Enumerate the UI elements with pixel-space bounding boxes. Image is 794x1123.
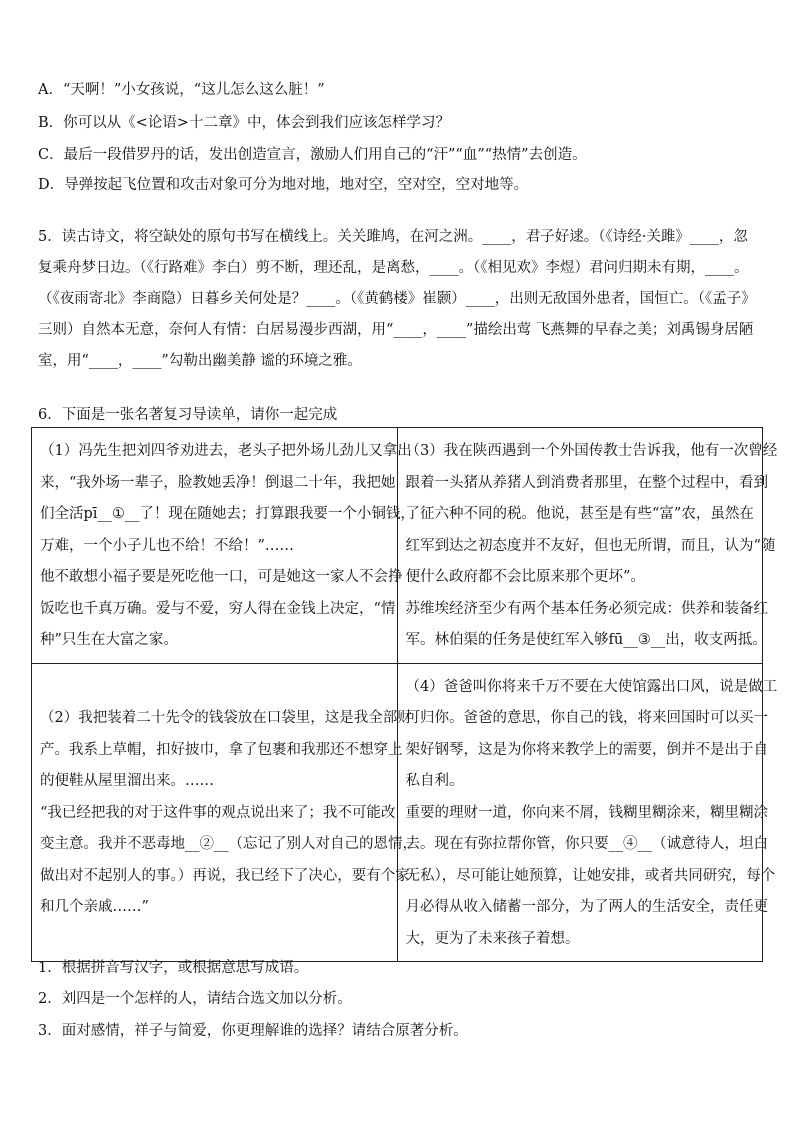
cell2-line: 和几个亲戚……” [40,899,149,915]
q5-line-5: 室，用“____，____”勾勒出幽美静 谧的环境之雅。 [38,353,362,369]
guide-cell-2 [32,663,417,962]
cell3-line: 苏维埃经济至少有两个基本任务必须完成：供养和装备红 [405,600,768,617]
cell4-line: 重要的理财一道，你向来不屑，钱糊里糊涂来，糊里糊涂 [405,804,768,821]
cell3-line: 红军到达之初态度并不友好，但也无所谓，而且，认为“随 [405,537,776,554]
cell4-line: 可归你。爸爸的意思，你自己的钱，将来回国时可以买一 [405,710,768,726]
option-b: B．你可以从《<论语>十二章》中，体会到我们应该怎样学习？ [38,115,450,131]
question-5 [38,222,758,377]
cell2-line: 做出对不起别人的事。）再说，我已经下了决心，要有个家 [40,867,410,884]
sub-question-2: 2．刘四是一个怎样的人，请结合选文加以分析。 [38,991,352,1007]
guide-cell-4 [397,663,778,962]
cell1-line: 们全活pī__①__了！现在随她去；打算跟我要一个小铜钱， [40,506,415,522]
cell4-line: 月必得从收入储蓄一部分，为了两人的生活安全，责任更 [405,899,768,915]
cell2-line: 的便鞋从屋里溜出来。…… [40,773,214,789]
cell1-line: （1）冯先生把刘四爷劝进去，老头子把外场儿劲儿又拿出 [40,443,412,459]
q5-line-1: 5．读古诗文，将空缺处的原句书写在横线上。关关雎鸠，在河之洲。____，君子好逑。（《诗经·关雎》____，忽 [38,229,748,245]
guide-cell-3 [397,428,778,664]
cell3-line: 便什么政府都不会比原来那个更坏”。 [405,569,645,585]
cell2-line: 产。我系上草帽，扣好披巾，拿了包裹和我那还不想穿上 [40,741,403,758]
question-6-title: 6．下面是一张名著复习导读单，请你一起完成 [38,407,338,423]
option-d: D．导弹按起飞位置和攻击对象可分为地对地，地对空，空对空，空对地等。 [38,177,529,193]
sub-question-3: 3．面对感情，祥子与简爱，你更理解谁的选择？请结合原著分析。 [38,1023,468,1039]
cell1-line: 他不敢想小福子要是死吃他一口，可是她这一家人不会挣 [40,569,403,585]
cell1-line: 种”只生在大富之家。 [40,632,178,648]
cell4-line: 去。现在有弥拉帮你管，你只要__④__（诚意待人，坦白 [405,836,768,852]
cell4-line: 架好钢琴，这是为你将来教学上的需要，倒并不是出于自 [405,741,768,758]
cell3-line: 跟着一头猪从养猪人到消费者那里，在整个过程中，看到 [405,474,768,491]
cell2-line: 变主意。我并不恶毒地__②__（忘记了别人对自己的恩情， [40,836,417,852]
cell3-line: 了征六种不同的税。他说，甚至是有些“富”农，虽然在 [405,506,754,522]
cell1-line: 万难，一个小子儿也不给！不给！”…… [40,537,294,554]
cell2-line: （2）我把装着二十先令的钱袋放在口袋里，这是我全部财 [40,710,412,726]
q5-line-3: （《夜雨寄北》李商隐）日暮乡关何处是？____。（《黄鹤楼》崔颢）____，出则无敌国外患者，国恒亡。（《孟子》 [38,291,756,307]
guide-cell-1 [32,428,415,664]
q5-line-2: 复乘舟梦日边。（《行路难》李白）剪不断，理还乱，是离愁，____。（《相见欢》李煜）君问归期未有期，____。 [38,260,749,276]
cell4-line: 无私），尽可能让她预算，让她安排，或者共同研究，每个 [405,867,776,884]
option-c: C．最后一段借罗丹的话，发出创造宣言，激励人们用自己的“汗”“血”“热情”去创造。 [38,147,587,163]
cell3-line: （3）我在陕西遇到一个外国传教士告诉我，他有一次曾经 [405,443,778,459]
sub-question-1: 1．根据拼音写汉字，或根据意思写成语。 [38,960,309,976]
option-a: A．“天啊！”小女孩说，“这儿怎么这么脏！” [38,82,325,98]
cell3-line: 军。林伯渠的任务是使红军入够fū__③__出，收支两抵。 [405,632,767,648]
q5-line-4: 三则）自然本无意，奈何人有情：白居易漫步西湖，用“____，____”描绘出莺 飞燕舞的早春之美；刘禹锡身居陋 [38,322,754,338]
cell4-line: 私自利。 [405,773,464,789]
cell1-line: 饭吃也千真万确。爱与不爱，穷人得在金钱上决定，“情 [40,600,396,617]
cell1-line: 来，“我外场一辈子，脸教她丢净！倒退二十年，我把她 [40,474,396,491]
cell2-line: “我已经把我的对于这件事的观点说出来了；我不可能改 [40,804,396,821]
reading-guide-table [31,427,778,962]
cell4-line: 大，更为了未来孩子着想。 [405,930,580,947]
cell4-line: （4）爸爸叫你将来千万不要在大使馆露出口风，说是做工 [405,678,778,695]
